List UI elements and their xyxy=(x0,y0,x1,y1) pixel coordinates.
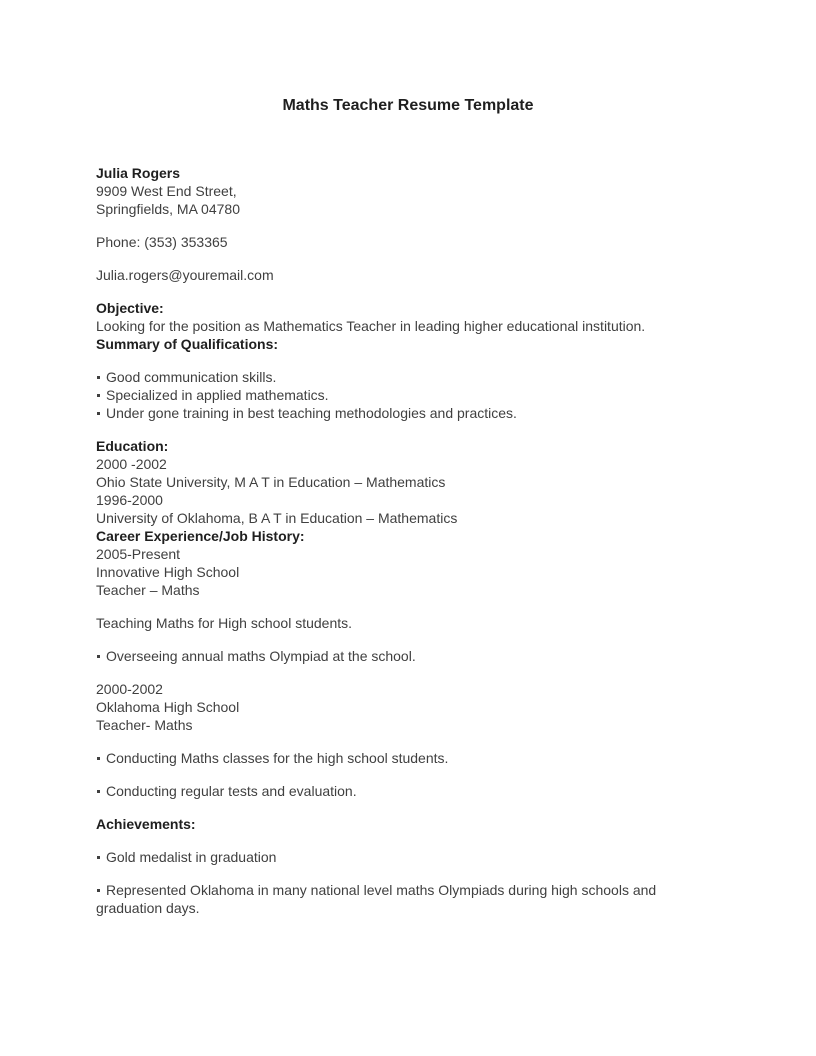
document-title: Maths Teacher Resume Template xyxy=(282,97,534,114)
line-text: Overseeing annual maths Olympiad at the school. xyxy=(106,648,416,664)
text-line xyxy=(96,545,720,563)
text-line xyxy=(96,473,720,491)
text-line xyxy=(96,317,720,335)
line-text: Objective: xyxy=(96,300,164,316)
heading-line xyxy=(96,335,720,353)
text-line xyxy=(96,614,720,632)
bullet-icon xyxy=(97,412,100,415)
line-text: Good communication skills. xyxy=(106,369,277,385)
line-text: Career Experience/Job History: xyxy=(96,528,305,544)
line-text: 9909 West End Street, xyxy=(96,183,237,199)
bullet-icon xyxy=(97,655,100,658)
line-text: Springfields, MA 04780 xyxy=(96,201,240,217)
line-text: Conducting regular tests and evaluation. xyxy=(106,783,357,799)
line-text: Looking for the position as Mathematics Teacher in leading higher educational institution. xyxy=(96,318,646,334)
line-text: Summary of Qualifications: xyxy=(96,336,279,352)
document-body xyxy=(96,164,720,917)
line-text: 2005-Present xyxy=(96,546,181,562)
bullet-line xyxy=(96,386,720,404)
bullet-icon xyxy=(97,856,100,859)
line-text: Oklahoma High School xyxy=(96,699,240,715)
bullet-icon xyxy=(97,889,100,892)
text-line xyxy=(96,233,720,251)
paragraph-block xyxy=(96,749,720,767)
line-text: Conducting Maths classes for the high school students. xyxy=(106,750,449,766)
paragraph-block xyxy=(96,848,720,866)
bullet-line xyxy=(96,782,720,800)
text-line xyxy=(96,266,720,284)
text-line xyxy=(96,698,720,716)
line-text: University of Oklahoma, B A T in Education – Mathematics xyxy=(96,510,458,526)
paragraph-block xyxy=(96,680,720,734)
bullet-line xyxy=(96,368,720,386)
text-line xyxy=(96,455,720,473)
text-line xyxy=(96,182,720,200)
bullet-line xyxy=(96,749,720,767)
heading-line xyxy=(96,815,720,833)
bullet-line xyxy=(96,647,720,665)
line-text: 1996-2000 xyxy=(96,492,163,508)
paragraph-block xyxy=(96,782,720,800)
text-line xyxy=(96,716,720,734)
line-text: Represented Oklahoma in many national level maths Olympiads during high schools and graduation days. xyxy=(96,882,657,916)
paragraph-block xyxy=(96,266,720,284)
heading-line xyxy=(96,437,720,455)
bullet-line xyxy=(96,404,720,422)
heading-line xyxy=(96,164,720,182)
line-text: Phone: (353) 353365 xyxy=(96,234,228,250)
line-text: Ohio State University, M A T in Education – Mathematics xyxy=(96,474,446,490)
bullet-line xyxy=(96,848,720,866)
paragraph-block xyxy=(96,815,720,833)
line-text: Teacher- Maths xyxy=(96,717,193,733)
paragraph-block xyxy=(96,164,720,218)
paragraph-block xyxy=(96,647,720,665)
line-text: Specialized in applied mathematics. xyxy=(106,387,329,403)
paragraph-block xyxy=(96,437,720,599)
text-line xyxy=(96,491,720,509)
paragraph-block xyxy=(96,368,720,422)
line-text: Julia.rogers@youremail.com xyxy=(96,267,274,283)
paragraph-block xyxy=(96,881,720,917)
text-line xyxy=(96,680,720,698)
bullet-icon xyxy=(97,394,100,397)
line-text: Innovative High School xyxy=(96,564,240,580)
line-text: Gold medalist in graduation xyxy=(106,849,277,865)
text-line xyxy=(96,581,720,599)
heading-line xyxy=(96,527,720,545)
text-line xyxy=(96,509,720,527)
text-line xyxy=(96,200,720,218)
line-text: Teaching Maths for High school students. xyxy=(96,615,353,631)
paragraph-block xyxy=(96,233,720,251)
heading-line xyxy=(96,299,720,317)
line-text: Under gone training in best teaching methodologies and practices. xyxy=(106,405,517,421)
line-text: Education: xyxy=(96,438,169,454)
bullet-icon xyxy=(97,790,100,793)
paragraph-block xyxy=(96,614,720,632)
text-line xyxy=(96,563,720,581)
paragraph-block xyxy=(96,299,720,353)
line-text: 2000-2002 xyxy=(96,681,163,697)
line-text: Teacher – Maths xyxy=(96,582,200,598)
line-text: 2000 -2002 xyxy=(96,456,167,472)
bullet-line xyxy=(96,881,720,917)
line-text: Achievements: xyxy=(96,816,196,832)
bullet-icon xyxy=(97,757,100,760)
line-text: Julia Rogers xyxy=(96,165,181,181)
bullet-icon xyxy=(97,376,100,379)
